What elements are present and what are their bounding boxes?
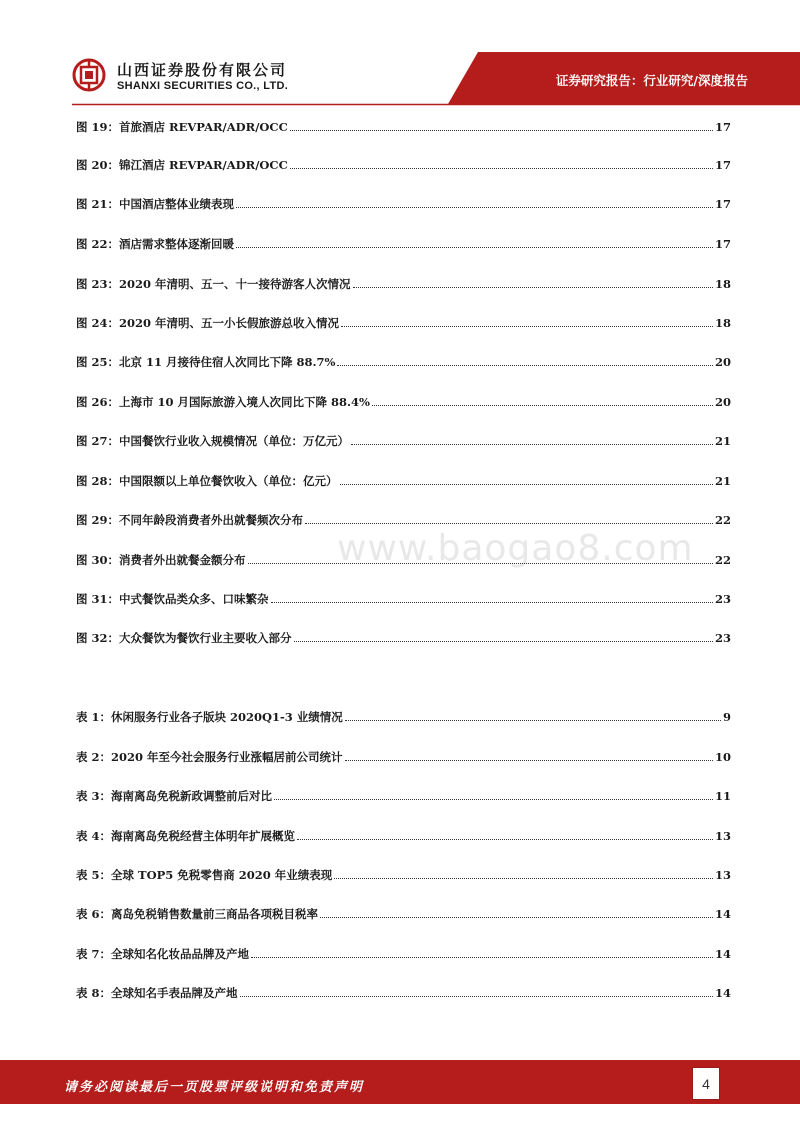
toc-entry-page: 13 [714,868,731,882]
toc-entry[interactable] [76,589,731,607]
toc-entry-page: 17 [714,120,731,134]
dot-leader [337,364,713,366]
toc-entry-page: 22 [714,553,731,567]
toc-entry-label: 图 21：中国酒店整体业绩表现 [76,197,235,211]
dot-leader [248,562,713,564]
toc-entry[interactable] [76,510,731,528]
toc-entry-label: 图 27：中国餐饮行业收入规模情况（单位：万亿元） [76,434,350,448]
company-name-cn: 山西证券股份有限公司 [117,61,288,79]
toc-entry-label: 图 26：上海市 10 月国际旅游入境人次同比下降 88.4% [76,395,370,409]
toc-entry-label: 图 20：锦江酒店 REVPAR/ADR/OCC [76,158,288,172]
toc-entry-label: 图 19：首旅酒店 REVPAR/ADR/OCC [76,120,288,134]
dot-leader [290,167,713,169]
toc-entry[interactable] [76,117,731,135]
toc-entry-page: 22 [714,513,731,527]
toc-entry-label: 图 22：酒店需求整体逐渐回暖 [76,237,235,251]
page-header [0,0,800,110]
toc-entry-page: 14 [714,986,731,1000]
toc-entry[interactable] [76,392,731,410]
dot-leader [340,483,713,485]
toc-entry-label: 图 25：北京 11 月接待住宿人次同比下降 88.7% [76,355,336,369]
toc-entry-page: 14 [714,907,731,921]
toc-entry[interactable] [76,471,731,489]
company-logo-icon [72,58,106,92]
toc-entry[interactable] [76,983,731,1001]
toc-entry[interactable] [76,234,731,252]
toc-entry-page: 20 [714,395,731,409]
report-type-label: 证券研究报告：行业研究/深度报告 [555,73,748,88]
toc-entry-page: 9 [722,710,731,724]
toc-entry-page: 20 [714,355,731,369]
dot-leader [274,798,713,800]
dot-leader [271,601,713,603]
toc-entry[interactable] [76,313,731,331]
dot-leader [351,443,713,445]
dot-leader [294,640,713,642]
toc-entry-page: 17 [714,237,731,251]
toc-entry[interactable] [76,155,731,173]
toc-entry[interactable] [76,352,731,370]
toc-entry-page: 11 [714,789,731,803]
toc-entry[interactable] [76,747,731,765]
toc-entry-page: 23 [714,631,731,645]
toc-entry[interactable] [76,194,731,212]
toc-entry[interactable] [76,550,731,568]
toc-entry-label: 图 23：2020 年清明、五一、十一接待游客人次情况 [76,277,351,291]
dot-leader [236,206,713,208]
dot-leader [353,286,713,288]
toc-entry-label: 表 8：全球知名手表品牌及产地 [76,986,238,1000]
toc-entry[interactable] [76,274,731,292]
toc-entry-page: 21 [714,434,731,448]
toc-entry-page: 17 [714,158,731,172]
toc-entry[interactable] [76,904,731,922]
toc-entry-page: 14 [714,947,731,961]
dot-leader [320,916,713,918]
dot-leader [334,877,713,879]
dot-leader [372,404,713,406]
toc-entry-label: 图 32：大众餐饮为餐饮行业主要收入部分 [76,631,292,645]
company-name-en: SHANXI SECURITIES CO., LTD. [117,80,289,92]
toc-entry[interactable] [76,431,731,449]
dot-leader [240,995,713,997]
toc-entry-page: 17 [714,197,731,211]
toc-entry-page: 18 [714,316,731,330]
toc-entry-label: 图 24：2020 年清明、五一小长假旅游总收入情况 [76,316,340,330]
toc-entry-label: 图 31：中式餐饮品类众多、口味繁杂 [76,592,269,606]
toc-entry[interactable] [76,707,731,725]
toc-entry[interactable] [76,786,731,804]
toc-entry-label: 表 5：全球 TOP5 免税零售商 2020 年业绩表现 [76,868,333,882]
toc-entry-page: 13 [714,829,731,843]
toc-entry-label: 表 1：休闲服务行业各子版块 2020Q1-3 业绩情况 [76,710,343,724]
footer-disclaimer: 请务必阅读最后一页股票评级说明和免责声明 [64,1080,365,1095]
toc-entry-label: 表 6：离岛免税销售数量前三商品各项税目税率 [76,907,319,921]
dot-leader [305,522,713,524]
toc-entry-page: 23 [714,592,731,606]
toc-entry[interactable] [76,944,731,962]
dot-leader [290,129,713,131]
dot-leader [236,246,713,248]
toc-entry[interactable] [76,865,731,883]
dot-leader [297,838,713,840]
toc-entry[interactable] [76,826,731,844]
dot-leader [345,719,721,721]
dot-leader [345,759,713,761]
toc-entry-page: 10 [714,750,731,764]
watermark: www.baogao8.com [337,528,694,569]
toc-entry-label: 表 7：全球知名化妆品品牌及产地 [76,947,250,961]
toc-entry-label: 表 2：2020 年至今社会服务行业涨幅居前公司统计 [76,750,343,764]
toc-entry-page: 18 [714,277,731,291]
page-number: 4 [692,1067,720,1100]
header-banner [0,0,800,110]
dot-leader [341,325,713,327]
toc-entry-label: 图 29：不同年龄段消费者外出就餐频次分布 [76,513,304,527]
toc-entry-label: 表 3：海南离岛免税新政调整前后对比 [76,789,273,803]
toc-entry-page: 21 [714,474,731,488]
toc-entry-label: 表 4：海南离岛免税经营主体明年扩展概览 [76,829,296,843]
toc-entry-label: 图 28：中国限额以上单位餐饮收入（单位：亿元） [76,474,338,488]
dot-leader [251,956,713,958]
toc-entry-label: 图 30：消费者外出就餐金额分布 [76,553,246,567]
toc-entry[interactable] [76,628,731,646]
